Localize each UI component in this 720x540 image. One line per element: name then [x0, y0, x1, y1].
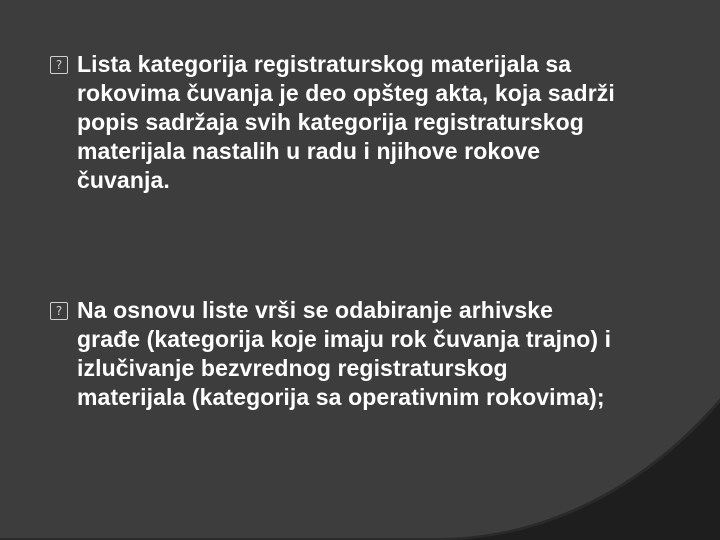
- bullet-marker-icon: ?: [50, 56, 68, 74]
- bullet-text-2: Na osnovu liste vrši se odabiranje arhivske građe (kategorija koje imaju rok čuvanja trajno) i izlučivanje bezvrednog registraturskog materijala (kategorija sa operativnim rokovima);: [77, 297, 612, 410]
- bullet-marker-icon: ?: [50, 302, 68, 320]
- bullet-text-1: Lista kategorija registraturskog materijala sa rokovima čuvanja je deo opšteg akta, koja sadrži popis sadržaja svih kategorija registraturskog materijala nastalih u radu i njihove rokove čuvanja.: [77, 51, 615, 193]
